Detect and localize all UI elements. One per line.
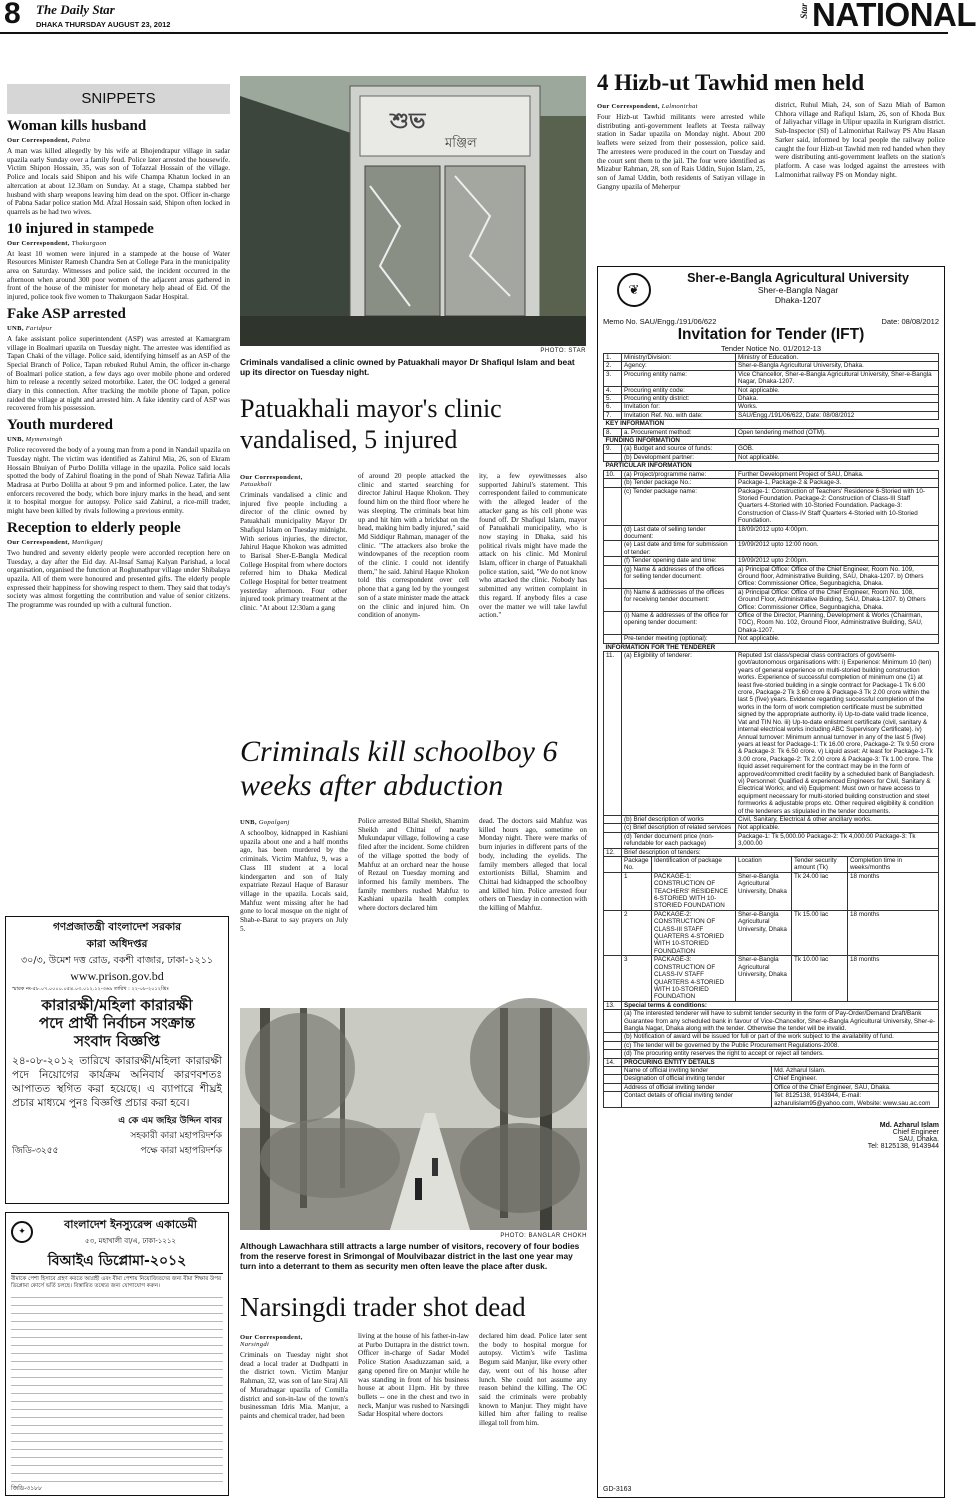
row-value: 19/09/2012 upto 2:00pm. xyxy=(736,557,939,565)
row-number: 7. xyxy=(604,411,622,419)
package-cell: Sher-e-Bangla Agricultural University, Dhaka xyxy=(736,956,792,1001)
hizb-col-2: district, Ruhul Miah, 24, son of Sazu Miah of Bamon Chhora village and Rafiqul Islam, 26, son of Khoda Bux of Jaliyachar village in Ulipur upazila in Kurigram district. Sub-Inspector (SI) of Lalmonirhat Railway PS Abu Hasan Sarker said, informed by local people the railway police caught the four Hizb-ut Tawhid men red handed when they were distributing anti-government leaflets on the station's platform. A case was lodged against the arrestees with Lalmonirhat railway PS on Monday night. xyxy=(775,101,945,179)
package-cell: 18 months xyxy=(848,956,939,1001)
entity-row xyxy=(604,1092,939,1108)
ad-line: কারা অধিদপ্তর xyxy=(86,938,148,950)
tender-ad xyxy=(597,266,945,1498)
byline: UNB, xyxy=(240,819,257,826)
tender-row xyxy=(604,565,939,588)
row-label: (d) Last date of selling tender document: xyxy=(622,525,736,541)
dateline-place: Manikganj xyxy=(71,538,103,546)
tender-row xyxy=(604,395,939,403)
snippet-text: Police recovered the body of a young man from a pond in Nandail upazila on Tuesday night. The victim was identified as Zahirul Mia, 26, son of Ekram Hossain Bhuiyan of Purbo Dolilla village in the upazila. Police said locals spotted the body of Zahirul floating in the pond of Shah Newaz Tafiria Alia Madrasa at Purbo Dolilla at about 9 pm and informed police. Later, the law enforcers recovered the body, which bore injury marks in the head, and sent it to hospital morgue for autopsy. Police said Zahirul, a rice-mill trader, might have been killed by rivals following a previous enmity. xyxy=(7,446,230,516)
dateline-place: Faridpur xyxy=(25,324,53,332)
tender-row xyxy=(604,525,939,541)
ad-title: কারারক্ষী/মহিলা কারারক্ষী xyxy=(41,996,193,1014)
row-value: Civil, Sanitary, Electrical & other ancillary works. xyxy=(736,815,939,823)
university-logo-icon: ❦ xyxy=(617,273,651,307)
row-number xyxy=(604,565,622,588)
byline: Our Correspondent, xyxy=(240,474,303,481)
tender-row xyxy=(604,479,939,487)
row-label: Special terms & conditions: xyxy=(622,1001,939,1009)
dateline-place: Gopalganj xyxy=(258,819,290,826)
ad-title: পদে প্রার্থী নির্বাচন সংক্রান্ত xyxy=(39,1014,195,1032)
university-address: Dhaka-1207 xyxy=(774,295,822,305)
entity-row xyxy=(604,1066,939,1074)
row-value: SAU/Engg./191/06/622, Date: 08/08/2012 xyxy=(736,411,939,419)
tender-row xyxy=(604,612,939,635)
package-cell: Tk 24.00 lac xyxy=(792,872,848,910)
row-label: (b) Tender package No.: xyxy=(622,479,736,487)
tender-row xyxy=(604,386,939,394)
tender-table xyxy=(603,353,939,857)
paper-name: The Daily Star xyxy=(36,2,115,17)
snippet-headline: 10 injured in stampede xyxy=(7,220,154,237)
ad-title: বিআইএ ডিপ্লোমা-২০১২ xyxy=(11,1249,223,1274)
signatory-tel: Tel: 8125138, 9143944 xyxy=(867,1143,939,1150)
forest-photo-image xyxy=(240,1008,587,1230)
section-heading: INFORMATION FOR THE TENDERER xyxy=(604,643,939,651)
row-number xyxy=(604,487,622,525)
row-number xyxy=(604,525,622,541)
row-label: Pre-tender meeting (optional): xyxy=(622,635,736,643)
package-header-row xyxy=(604,857,939,873)
signatory-name: Md. Azharul Islam xyxy=(879,1122,939,1129)
row-number xyxy=(604,479,622,487)
snippet-1 xyxy=(7,118,230,217)
narsingdi-col-3: declared him dead. Police later sent the body to hospital morgue for autopsy. Victim's wife Taslima Begum said Manjur, like every other day, went out of his house after lunch. She could not assume any reason behind the killing. The OC said the criminals were probably known to Manjur. They might have killed him after failing to realise illegal toll from him. xyxy=(479,1332,587,1428)
row-number: 6. xyxy=(604,403,622,411)
row-label: (h) Name & addresses of the offices for receiving tender document: xyxy=(622,588,736,611)
snippet-headline: Woman kills husband xyxy=(7,118,147,134)
story-text: Criminals on Tuesday night shot dead a local trader at Dudhpatti in the district town. Victim Manjur Rahman, 32, was son of late Siraj Ali of Muradnagar upazila of Comilla district and son-in-law of the town's businessman Idris Mia. Manjur, a paints and chemical trader, had been xyxy=(240,1351,348,1420)
photo-credit: PHOTO: STAR xyxy=(540,348,586,354)
tender-row xyxy=(604,403,939,411)
package-cell: PACKAGE-2: CONSTRUCTION OF CLASS-III STAFF QUARTERS 4-STORIED WITH 10-STORIED FOUNDATION xyxy=(652,910,736,955)
row-value: Sher-e-Bangla Agricultural University, Dhaka. xyxy=(736,362,939,370)
row-value: Not applicable. xyxy=(736,386,939,394)
ad-website[interactable]: www.prison.gov.bd xyxy=(70,969,164,983)
ad-code: জিডি-৩২৫৫ xyxy=(12,1146,59,1156)
row-value: 19/09/2012 upto 12:00 noon. xyxy=(736,541,939,557)
dateline-place: Narsingdi xyxy=(240,1341,270,1348)
row-value: a) Principal Office: Office of the Chief Engineer, Room No. 109, Ground floor, Administrative Building, SAU, Dhaka-1207. b) Others Office: Commissioner Office, Segunbagicha, Dhaka. xyxy=(736,565,939,588)
package-row xyxy=(604,956,939,1001)
story-text: A schoolboy, kidnapped in Kashiani upazila about one and a half months ago, has been murdered by the criminals. Victim Mahfuz, 9, was a Class III student at a local kindergarten and son of Italy expatriate Rezaul Haque of Barasur village in the upazila. Locals said, Mahfuz went missing after he had gone to local mosque on the night of Shab-e-Barat to say prayers on July 5. xyxy=(240,829,348,933)
entity-label: Address of official inviting tender xyxy=(622,1083,772,1091)
clinic-col-3: ity, a few eyewitnesses also supported Jahirul's statement. This correspondent failed to communicate with the alleged leader of the attacker gang as his cell phone was found off. Dr Shafiqul Islam, mayor of Patuakhali municipality, who is now staying in Dhaka, said his political rivals might have made the attack on his clinic. Md Monirul Islam, officer in charge of Patuakhali police station, said, "We do not know who attacked the clinic. Nobody has submitted any written complaint in this regard. If anybody files a case over the matter we will take lawful action." xyxy=(479,472,587,620)
row-number: 2. xyxy=(604,362,622,370)
byline: Our Correspondent, xyxy=(7,538,70,546)
byline: Our Correspondent, xyxy=(7,239,70,247)
photo-caption: Criminals vandalised a clinic owned by Patuakhali mayor Dr Shafiqul Islam and beat up its director on Tuesday night. xyxy=(240,357,575,377)
row-label: (e) Last date and time for submission of tender: xyxy=(622,541,736,557)
tender-row xyxy=(604,453,939,461)
row-label: Ministry/Division: xyxy=(622,354,736,362)
section-heading: PARTICULAR INFORMATION xyxy=(604,462,939,470)
dateline: DHAKA THURSDAY AUGUST 23, 2012 xyxy=(36,20,171,29)
byline: UNB, xyxy=(7,436,24,444)
row-number: 3. xyxy=(604,370,622,386)
snippet-4 xyxy=(7,417,230,516)
section-heading: FUNDING INFORMATION xyxy=(604,437,939,445)
ad-text: ২৪-০৮-২০১২ তারিখে কারারক্ষী/মহিলা কারারক্ষী পদে নিয়োগের কার্যক্রম অনিবার্য কারণবশতঃ আপাতত স্থগিত করা হয়েছে। এ ব্যাপারে শীঘ্রই প্রচার মাধ্যমে পুনঃ বিজ্ঞপ্তি প্রচার করা হবে। xyxy=(12,1055,222,1109)
photo-caption: Although Lawachhara still attracts a large number of visitors, recovery of four bodies from the reserve forest in Srimongal of Moulvibazar district in the last one year may turn into a deterrant to them as security men often leave the place after dusk. xyxy=(240,1241,580,1271)
masthead xyxy=(0,0,976,34)
row-number: 14. xyxy=(604,1058,622,1066)
tender-row xyxy=(604,354,939,362)
ad-intro: বীমাকে পেশা হিসাবে গ্রহণ করতে আগ্রহী এবং বীমা পেশায় নিয়োজিতদের জন্য বীমা শিক্ষার উপর ডিপ্লোমা কোর্সে ভর্তি চলছে। বিস্তারিত তথ্যের জন্য যোগাযোগ করুন। xyxy=(11,1276,222,1289)
row-number xyxy=(604,541,622,557)
section-title: NATIONAL xyxy=(812,0,976,33)
tender-row xyxy=(604,428,939,436)
signatory-org: SAU, Dhaka. xyxy=(898,1136,939,1143)
entity-table xyxy=(603,1066,939,1108)
row-value: 18/09/2012 upto 4:00pm. xyxy=(736,525,939,541)
entity-value: Chief Engineer. xyxy=(772,1075,939,1083)
university-name: Sher-e-Bangla Agricultural University xyxy=(687,271,909,285)
snippet-headline: Youth murdered xyxy=(7,417,113,434)
package-cell: Tk 15.00 lac xyxy=(792,910,848,955)
entity-row xyxy=(604,1083,939,1091)
row-label: (b) Development partner: xyxy=(622,453,736,461)
row-number: 12. xyxy=(604,848,622,856)
row-label: Invitation for: xyxy=(622,403,736,411)
hizb-col-1 xyxy=(597,101,765,263)
ad-title: সংবাদ বিজ্ঞপ্তি xyxy=(74,1032,160,1050)
schoolboy-col-2: Police arrested Billal Sheikh, Shamim Sheikh and Chittai of nearby Mukundapur village, following a case filed after the incident. Some children of the village spotted the body of Mahfuz at an orchard near the house of Rezaul on Tuesday morning and informed his family members. The family members rushed Mahfuz to Kashiani upazila health complex where doctors declared him xyxy=(358,817,469,913)
tender-row xyxy=(604,832,939,848)
dateline-place: Thakurgaon xyxy=(71,239,107,247)
snippet-text: A fake assistant police superintendent (ASP) was arrested at Kamargram village in Boalmari upazila on Tuesday night. The arrestee was identified as Tapan Chaki of the village. Police said, identifying himself as an ASP of the Special Branch of Police, Tapan rebuked Ruhul Amin, the officer in-charge of Boalmari police station, a few days ago over mobile phone and ordered him to release a recently seized motorbike. Later, the OC lodged a general diary in this connection. After tracking the mobile phone of Tapan, police raided the village at night and arrested him. A fake identity card of ASP was recovered from his possession. xyxy=(7,334,230,413)
package-row xyxy=(604,872,939,910)
row-label: Brief description of tenders: xyxy=(622,848,939,856)
row-value: Office of the Director, Planning, Development & Works (Chairman, TOC), Room No. 102, Ground Floor, Administrative Building, SAU, Dhaka-1207. xyxy=(736,612,939,635)
row-value: Reputed 1st class/special class contractors of govt/semi-govt/autonomous organisations with: i) Experience: Minimum 10 (ten) years of general experience on multi-storied building construction works. Experience of successful completion of minimum one (1) at least five-storied building in a single contract for Package-1 Tk 6.00 crore, Package-2 Tk 3.60 crore & Package-3 Tk 2.00 crore within the last 5 (five) years. Evidence regarding successful completion of the works in the form of work completion certificate must be submitted signed by the appropriate authority. ii) Up-to-date valid trade licence, Vat and TIN No. iii) Up-to-date enlistment certificate (civil, sanitary & internal electrical works including ABC Supervisory Certificate). iv) Annual turnover: Minimum annual turnover in any of the last 5 (five) years at least for Package-1: Tk 16.00 crore, Package-2: Tk 9.50 crore & Package-3: Tk 6.50 crore. v) Liquid asset: At least for Package-1-Tk 3.00 crore, Package-2: Tk 2.00 crore & Package-3: Tk 1.00 crore. The liquid asset requirement for the contract may be in the form of approved/committed credit facility by a scheduled bank of Bangladesh. vi) Personnel: Qualified & experienced Engineers for Civil, Sanitary & Electrical Works; and vii) Equipment: Must own or have access to equipment necessary for multi-storied building construction and steel formworks & adjustable props etc. Other required eligibility & condition of the tenderers as stipulated in the tender documents. xyxy=(736,652,939,816)
ad-signer: এ কে এম জহির উদ্দিন বাবর xyxy=(118,1116,222,1126)
clinic-col-2: of around 20 people attacked the clinic and started searching for director Jahirul Haque Khokon. They found him on the third floor where he was sleeping. The criminals beat him up and hit him with a brickbat on the head, making him badly injured," said Md Siddiqur Rahman, manager of the clinic. "The attackers also broke the windowpanes of the reception room of the clinic. I could not identify them," he said. Jahirul Haque Khokon told this correspondent over cell phone that a gang led by the youngest son of a state minister made the attack on the clinic and injured him. On condition of anonym- xyxy=(358,472,469,620)
column-header: Tender security amount (Tk) xyxy=(792,857,848,873)
tender-row xyxy=(604,588,939,611)
tender-row xyxy=(604,445,939,453)
ad-signer-title: পক্ষে কারা মহাপরিদর্শক xyxy=(140,1146,222,1156)
package-cell: 2 xyxy=(622,910,652,955)
narsingdi-col-1 xyxy=(240,1332,348,1497)
row-label: (i) Name & addresses of the office for opening tender document: xyxy=(622,612,736,635)
package-cell: Sher-e-Bangla Agricultural University, Dhaka xyxy=(736,872,792,910)
ad-signer-title: সহকারী কারা মহাপরিদর্শক xyxy=(130,1131,222,1141)
dateline-place: Mymensingh xyxy=(25,436,63,444)
ad-address: ৩০/৩, উমেশ দত্ত রোড, বকশী বাজার, ঢাকা-১২১১ xyxy=(20,955,214,966)
row-number: 10. xyxy=(604,470,622,478)
ad-name: বাংলাদেশ ইনস্যুরেন্স একাডেমী xyxy=(64,1218,197,1231)
snippet-text: Two hundred and seventy elderly people were accorded reception here on Tuesday, a day after the Eid day. Al-Insaf Samaj Kalyan Parishad, a local organisation, organised the function at Roghunathpur village under Shibalaya upazila. All of them were honoured and presented gifts. The elderly people expressed their happiness for showing respect to them. They said that today's society was almost forgetting the contribution and value of senior citizens. The programme was rounded up with a cultural function. xyxy=(7,548,230,610)
dateline-place: Patuakhali xyxy=(240,481,272,488)
row-number xyxy=(604,824,622,832)
package-cell: 18 months xyxy=(848,910,939,955)
entity-label: Contact details of official inviting tender xyxy=(622,1092,772,1108)
package-cell: Sher-e-Bangla Agricultural University, Dhaka xyxy=(736,910,792,955)
tender-row xyxy=(604,635,939,643)
tender-row xyxy=(604,824,939,832)
photo-credit: PHOTO: BANGLAR CHOKH xyxy=(500,1233,587,1239)
row-number xyxy=(604,612,622,635)
row-label: (g) Name & addresses of the offices for selling tender document: xyxy=(622,565,736,588)
row-value: Package-1: Construction of Teachers' Residence 6-Storied with 10-Storied Foundation. Package-2: Construction of Class-III Staff Quarters 4-Storied with 10-Storied Foundation. Package-3: Construction of Class-IV Staff Quarters 4-Storied with 10-Storied Foundation. xyxy=(736,487,939,525)
snippet-headline: Reception to elderly people xyxy=(7,519,181,536)
signboard-text: মঞ্জিল xyxy=(445,136,477,151)
row-value: Not applicable. xyxy=(736,453,939,461)
term: (b) Notification of award will be issued for full or part of the work subject to the availability of fund. xyxy=(622,1033,939,1041)
schoolboy-col-3: dead. The doctors said Mahfuz was killed hours ago, sometime on Monday night. There were marks of burn injuries in different parts of the body, including the eyelids. The family members alleged that local extortionists Billal, Shamim and Chittai had kidnapped the schoolboy and killed him. Police arrested four others on Tuesday in connection with the killing of Mahfuz. xyxy=(479,817,587,913)
clinic-photo xyxy=(240,76,586,346)
package-cell: 3 xyxy=(622,956,652,1001)
row-label: (c) Brief description of related services xyxy=(622,824,736,832)
snippet-text: At least 10 women were injured in a stampede at the house of Water Resources Minister Ramesh Chandra Sen at College Para in the municipality area on Saturday. Witnesses and police said, the incident occurred in the afternoon when around 300 poor women of the adjacent areas gathered in front of the house of the minister for monetary help ahead of Eid. Of the injured, police took five women to Thakurgaon Sadar Hospital. xyxy=(7,249,230,302)
column-header: Location xyxy=(736,857,792,873)
prison-ad xyxy=(5,916,229,1204)
row-label: (d) Tender document price (non-refundable for each package) xyxy=(622,832,736,848)
row-value: Dhaka. xyxy=(736,395,939,403)
row-number xyxy=(604,635,622,643)
package-cell: PACKAGE-3: CONSTRUCTION OF CLASS-IV STAFF QUARTERS 4-STORIED WITH 10-STORIED FOUNDATION xyxy=(652,956,736,1001)
row-value: Ministry of Education. xyxy=(736,354,939,362)
row-label: PROCURING ENTITY DETAILS xyxy=(622,1058,939,1066)
page-number: 8 xyxy=(4,0,21,30)
term: (a) The interested tenderer will have to submit tender security in the form of Pay-Order/Demand Draft/Bank Guarantee from any scheduled bank in favour of Vice-Chancellor, Sher-e-Bangla Agricultural University, Sher-e-Bangla Nagar, Dhaka along with the tender. Otherwise the tender will be invalid. xyxy=(622,1010,939,1033)
snippet-2 xyxy=(7,221,230,302)
clinic-headline: Patuakhali mayor's clinic vandalised, 5 injured xyxy=(240,394,502,454)
row-label: (c) Tender package name: xyxy=(622,487,736,525)
section-heading: KEY INFORMATION xyxy=(604,420,939,428)
column-header: Package No. xyxy=(622,857,652,873)
term: (c) The tender will be governed by the Public Procurement Regulations-2008. xyxy=(622,1041,939,1049)
row-label: Procuring entity district: xyxy=(622,395,736,403)
story-text: Four Hizb-ut Tawhid militants were arrested while distributing anti-government leaflets at Teesta railway station in Sadar upazila on Monday night. About 200 leaflets were seized from their possession, police said. The arrestees were produced in the court on Tuesday and the court sent them to the jail. The four were identified as Mizabur Rahman, 28, son of Rais Uddin, Sujon Islam, 25, son of Jamal Uddin, both residents of Satiyan village in Gangny upazila of Meherpur xyxy=(597,113,765,191)
entity-value: Office of the Chief Engineer, SAU, Dhaka. xyxy=(772,1083,939,1091)
row-label: Procuring entity name: xyxy=(622,370,736,386)
tender-notice: Tender Notice No. 01/2012-13 xyxy=(720,344,822,353)
row-number xyxy=(604,557,622,565)
row-label: a. Procurement method: xyxy=(622,428,736,436)
narsingdi-col-2: living at the house of his father-in-law at Purbo Duttapra in the district town. Officer in-charge of Sadar Model Police Station Asaduzzaman said, a gang opened fire on Manjur while he was standing in front of his business house at about 11pm. Hit by three bullets -- one in the chest and two in neck, Manjur was rushed to Narsingdi Sadar Hospital where doctors xyxy=(358,1332,469,1419)
signboard-text: শুভ xyxy=(390,109,426,134)
university-address: Sher-e-Bangla Nagar xyxy=(757,285,839,295)
tender-row xyxy=(604,487,939,525)
package-cell: Tk 10.00 lac xyxy=(792,956,848,1001)
snippets-column xyxy=(7,84,230,892)
row-number xyxy=(604,832,622,848)
clinic-col-1 xyxy=(240,472,347,727)
star-logo: Star xyxy=(798,3,809,19)
snippet-headline: Fake ASP arrested xyxy=(7,305,126,322)
ad-fine-print-lines xyxy=(11,1293,223,1483)
tender-row xyxy=(604,470,939,478)
row-number: 1. xyxy=(604,354,622,362)
ad-code: GD-3163 xyxy=(603,1486,632,1493)
row-value: Vice Chancellor, Sher-e-Bangla Agricultural University, Sher-e-Bangla Nagar, Dhaka-1207. xyxy=(736,370,939,386)
byline: UNB, xyxy=(7,324,24,332)
tender-row xyxy=(604,557,939,565)
entity-row xyxy=(604,1075,939,1083)
insurance-logo-icon: ✦ xyxy=(11,1221,33,1243)
tender-row xyxy=(604,815,939,823)
row-label: (b) Brief description of works xyxy=(622,815,736,823)
package-table xyxy=(603,856,939,1002)
signatory-title: Chief Engineer xyxy=(892,1129,939,1136)
narsingdi-headline: Narsingdi trader shot dead xyxy=(240,1292,526,1322)
package-cell: 1 xyxy=(622,872,652,910)
memo-date: Date: 08/08/2012 xyxy=(881,317,939,326)
tender-row xyxy=(604,652,939,816)
row-label: Agency: xyxy=(622,362,736,370)
memo-number: Memo No. SAU/Engg./191/06/622 xyxy=(603,317,717,326)
row-value: GOB. xyxy=(736,445,939,453)
column-header: Completion time in weeks/months xyxy=(848,857,939,873)
row-label: (a) Eligibility of tenderer: xyxy=(622,652,736,816)
row-value: Package-1, Package-2 & Package-3. xyxy=(736,479,939,487)
row-value: Not applicable. xyxy=(736,824,939,832)
column-header: Identification of package xyxy=(652,857,736,873)
schoolboy-col-1 xyxy=(240,817,348,1009)
forest-photo xyxy=(240,1008,587,1230)
tender-row xyxy=(604,370,939,386)
dateline-place: Lalmonirhat xyxy=(661,103,698,110)
snippet-5 xyxy=(7,520,230,610)
row-value: a) Principal Office: Office of the Chief Engineer, Room No. 108, Ground Floor, Administrative Building, SAU, Dhaka-1207. b) Others Office: Commissioner Office, Segunbagicha, Dhaka. xyxy=(736,588,939,611)
tender-title: Invitation for Tender (IFT) xyxy=(677,326,865,343)
row-value: Open tendering method (OTM). xyxy=(736,428,939,436)
row-number: 5. xyxy=(604,395,622,403)
byline: Our Correspondent, xyxy=(7,137,70,144)
ad-ref: স্মারক নং-৫৮.০৭.০০০০.০৫৪.০৩.০১২.১২-৩৬৯ তারিখ : ২২-০৮-২০১২খ্রিঃ xyxy=(12,986,169,992)
row-number: 13. xyxy=(604,1001,622,1009)
snippet-text: A man was killed allegedly by his wife at Bhojendrapur village in sadar upazila early Sunday over a family feud. Police later arrested the housewife. Victim Shipon Hossain, 35, was son of Tofazzal Hossain of the village. Police and locals said Shipon and his wife Champa Khatun locked in an altercation at about 12.30am on Sunday. At a stage, Champa stabbed her husband with sharp weapons leaving him dead on the spot. Officer in-charge of Pabna Sadar police station Md. Afzal Hossain said, Shipon often locked in quarrels as he had two wives. xyxy=(7,147,230,216)
tender-row xyxy=(604,541,939,557)
row-label: Procuring entity code: xyxy=(622,386,736,394)
row-number: 8. xyxy=(604,428,622,436)
snippet-3 xyxy=(7,306,230,413)
row-value: Not applicable. xyxy=(736,635,939,643)
row-number xyxy=(604,453,622,461)
snippets-header: SNIPPETS xyxy=(7,84,230,114)
row-number: 9. xyxy=(604,445,622,453)
row-number: 4. xyxy=(604,386,622,394)
row-number xyxy=(604,588,622,611)
term: (d) The procuring entity reserves the right to accept or reject all tenders. xyxy=(622,1050,939,1058)
row-number: 11. xyxy=(604,652,622,816)
package-cell: PACKAGE-1: CONSTRUCTION OF TEACHERS' RESIDENCE 6-STORIED WITH 10-STORIED FOUNDATION xyxy=(652,872,736,910)
row-value: Works. xyxy=(736,403,939,411)
dateline-place: Pabna xyxy=(71,137,91,144)
entity-value: Md. Azharul Islam. xyxy=(772,1066,939,1074)
tender-row xyxy=(604,362,939,370)
package-row xyxy=(604,910,939,955)
hizb-headline: 4 Hizb-ut Tawhid men held xyxy=(597,70,865,95)
row-label: (a) Project/programme name: xyxy=(622,470,736,478)
entity-label: Name of official inviting tender xyxy=(622,1066,772,1074)
row-number xyxy=(604,815,622,823)
byline: Our Correspondent, xyxy=(597,103,660,110)
story-text: Criminals vandalised a clinic and injured five people including a director of the clinic owned by Patuakhali municipality Mayor Dr Shafiqul Islam on Tuesday midnight. With serious injuries, the director, Jahirul Haque Khokon was admitted to Barisal Sher-E-Bangla Medical College Hospital from where doctors referred him to Dhaka Medical College Hospital for better treatment yesterday afternoon. Four other injured took primary treatment at the clinic. "At about 12:30am a gang xyxy=(240,491,347,613)
package-cell: 18 months xyxy=(848,872,939,910)
tender-row xyxy=(604,411,939,419)
row-label: (a) Budget and source of funds: xyxy=(622,445,736,453)
row-label: Invitation Ref. No. with date: xyxy=(622,411,736,419)
row-value: Package-1: Tk 5,000.00 Package-2: Tk 4,000.00 Package-3: Tk 3,000.00 xyxy=(736,832,939,848)
terms-table xyxy=(603,1001,939,1067)
entity-value: Tel: 8125138, 9143944, E-mail: azharulislam95@yahoo.com, Website: www.sau.ac.com xyxy=(772,1092,939,1108)
row-value: Further Development Project of SAU, Dhaka. xyxy=(736,470,939,478)
schoolboy-headline: Criminals kill schoolboy 6 weeks after abduction xyxy=(240,735,558,802)
ad-code: জিডি-৩১৮৮ xyxy=(11,1485,42,1492)
byline: Our Correspondent, xyxy=(240,1334,303,1341)
insurance-ad xyxy=(5,1212,229,1496)
entity-label: Designation of official inviting tender xyxy=(622,1075,772,1083)
ad-address: ৫৩, মহাখালী বা/এ, ঢাকা-১২১২ xyxy=(85,1237,176,1245)
ad-line: গণপ্রজাতন্ত্রী বাংলাদেশ সরকার xyxy=(52,921,182,933)
row-label: (f) Tender opening date and time: xyxy=(622,557,736,565)
